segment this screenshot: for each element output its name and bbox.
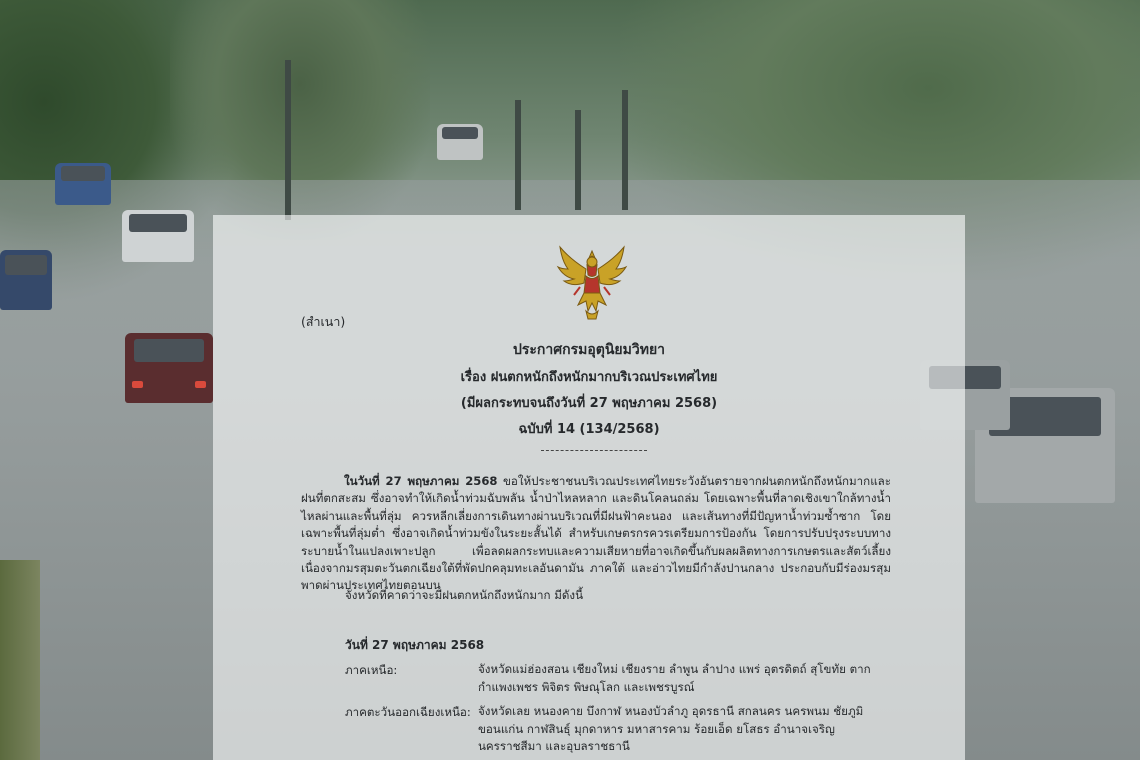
car: [55, 163, 111, 205]
car: [122, 210, 194, 262]
region-label-north: ภาคเหนือ:: [345, 663, 398, 677]
utility-pole: [515, 100, 521, 210]
announcement-paragraph: [301, 473, 891, 595]
car: [0, 250, 52, 310]
paragraph-body: ขอให้ประชาชนบริเวณประเทศไทยระวังอันตรายจากฝนตกหนักถึงหนักมากและฝนที่ตกสะสม ซึ่งอาจทำให้เกิดน้ำท่วมฉับพลัน น้ำป่าไหลหลาก และดินโคลนถล่ม โดยเฉพาะพื้นที่ลาดเชิงเขาใกล้ทางน้ำไหลผ่านและพื้นที่ลุ่ม ควรหลีกเลี่ยงการเดินทางผ่านบริเวณที่มีฝนฟ้าคะนอง และเส้นทางที่มีปัญหาน้ำท่วมซ้ำซาก โดยเฉพาะพื้นที่ลุ่มต่ำ ซึ่งอาจเกิดน้ำท่วมขังในระยะสั้นได้ สำหรับเกษตรกรควรเตรียมการป้องกัน โดยการปรับปรุงระบบทางระบายน้ำในแปลงเพาะปลูก เพื่อลดผลกระทบและความเสียหายที่อาจเกิดขึ้นกับผลผลิตทางการเกษตรและสัตว์เลี้ยง เนื่องจากมรสุมตะวันตกเฉียงใต้ที่พัดปกคลุมทะเลอันดามัน ภาคใต้ และอ่าวไทยมีกำลังปานกลาง ประกอบกับมีร่องมรสุมพาดผ่านประเทศไทยตอนบน: [301, 474, 891, 593]
car: [437, 124, 483, 160]
utility-pole: [285, 60, 291, 220]
copy-mark: (สำเนา): [301, 314, 346, 329]
announcement-document: [213, 215, 965, 760]
car: [125, 333, 213, 403]
region-label-northeast: ภาคตะวันออกเฉียงเหนือ:: [345, 705, 471, 719]
utility-pole: [622, 90, 628, 210]
region-provinces-north: จังหวัดแม่ฮ่องสอน เชียงใหม่ เชียงราย ลำพูน ลำปาง แพร่ อุตรดิตถ์ สุโขทัย ตาก กำแพงเพชร พิจิตร พิษณุโลก และเพชรบูรณ์: [478, 662, 871, 694]
date-heading: วันที่ 27 พฤษภาคม 2568: [345, 638, 485, 652]
region-provinces-northeast: จังหวัดเลย หนองคาย บึงกาฬ หนองบัวลำภู อุดรธานี สกลนคร นครพนม ชัยภูมิ ขอนแก่น กาฬสินธุ์ มุกดาหาร มหาสารคาม ร้อยเอ็ด ยโสธร อำนาจเจริญ นครราชสีมา และอุบลราชธานี: [478, 704, 864, 754]
issue-number: ฉบับที่ 14 (134/2568): [518, 422, 660, 437]
provinces-lead: จังหวัดที่คาดว่าจะมีฝนตกหนักถึงหนักมาก มีดังนี้: [345, 588, 583, 602]
announcement-subject: เรื่อง ฝนตกหนักถึงหนักมากบริเวณประเทศไทย: [460, 370, 718, 385]
effective-period: (มีผลกระทบจนถึงวันที่ 27 พฤษภาคม 2568): [460, 396, 718, 411]
utility-pole: [575, 110, 581, 210]
roadside-grass: [0, 560, 40, 760]
garuda-emblem-icon: [556, 245, 628, 321]
announcement-title: ประกาศกรมอุตุนิยมวิทยา: [512, 342, 666, 358]
paragraph-date: ในวันที่ 27 พฤษภาคม 2568: [344, 474, 498, 488]
divider-line: [541, 450, 647, 451]
